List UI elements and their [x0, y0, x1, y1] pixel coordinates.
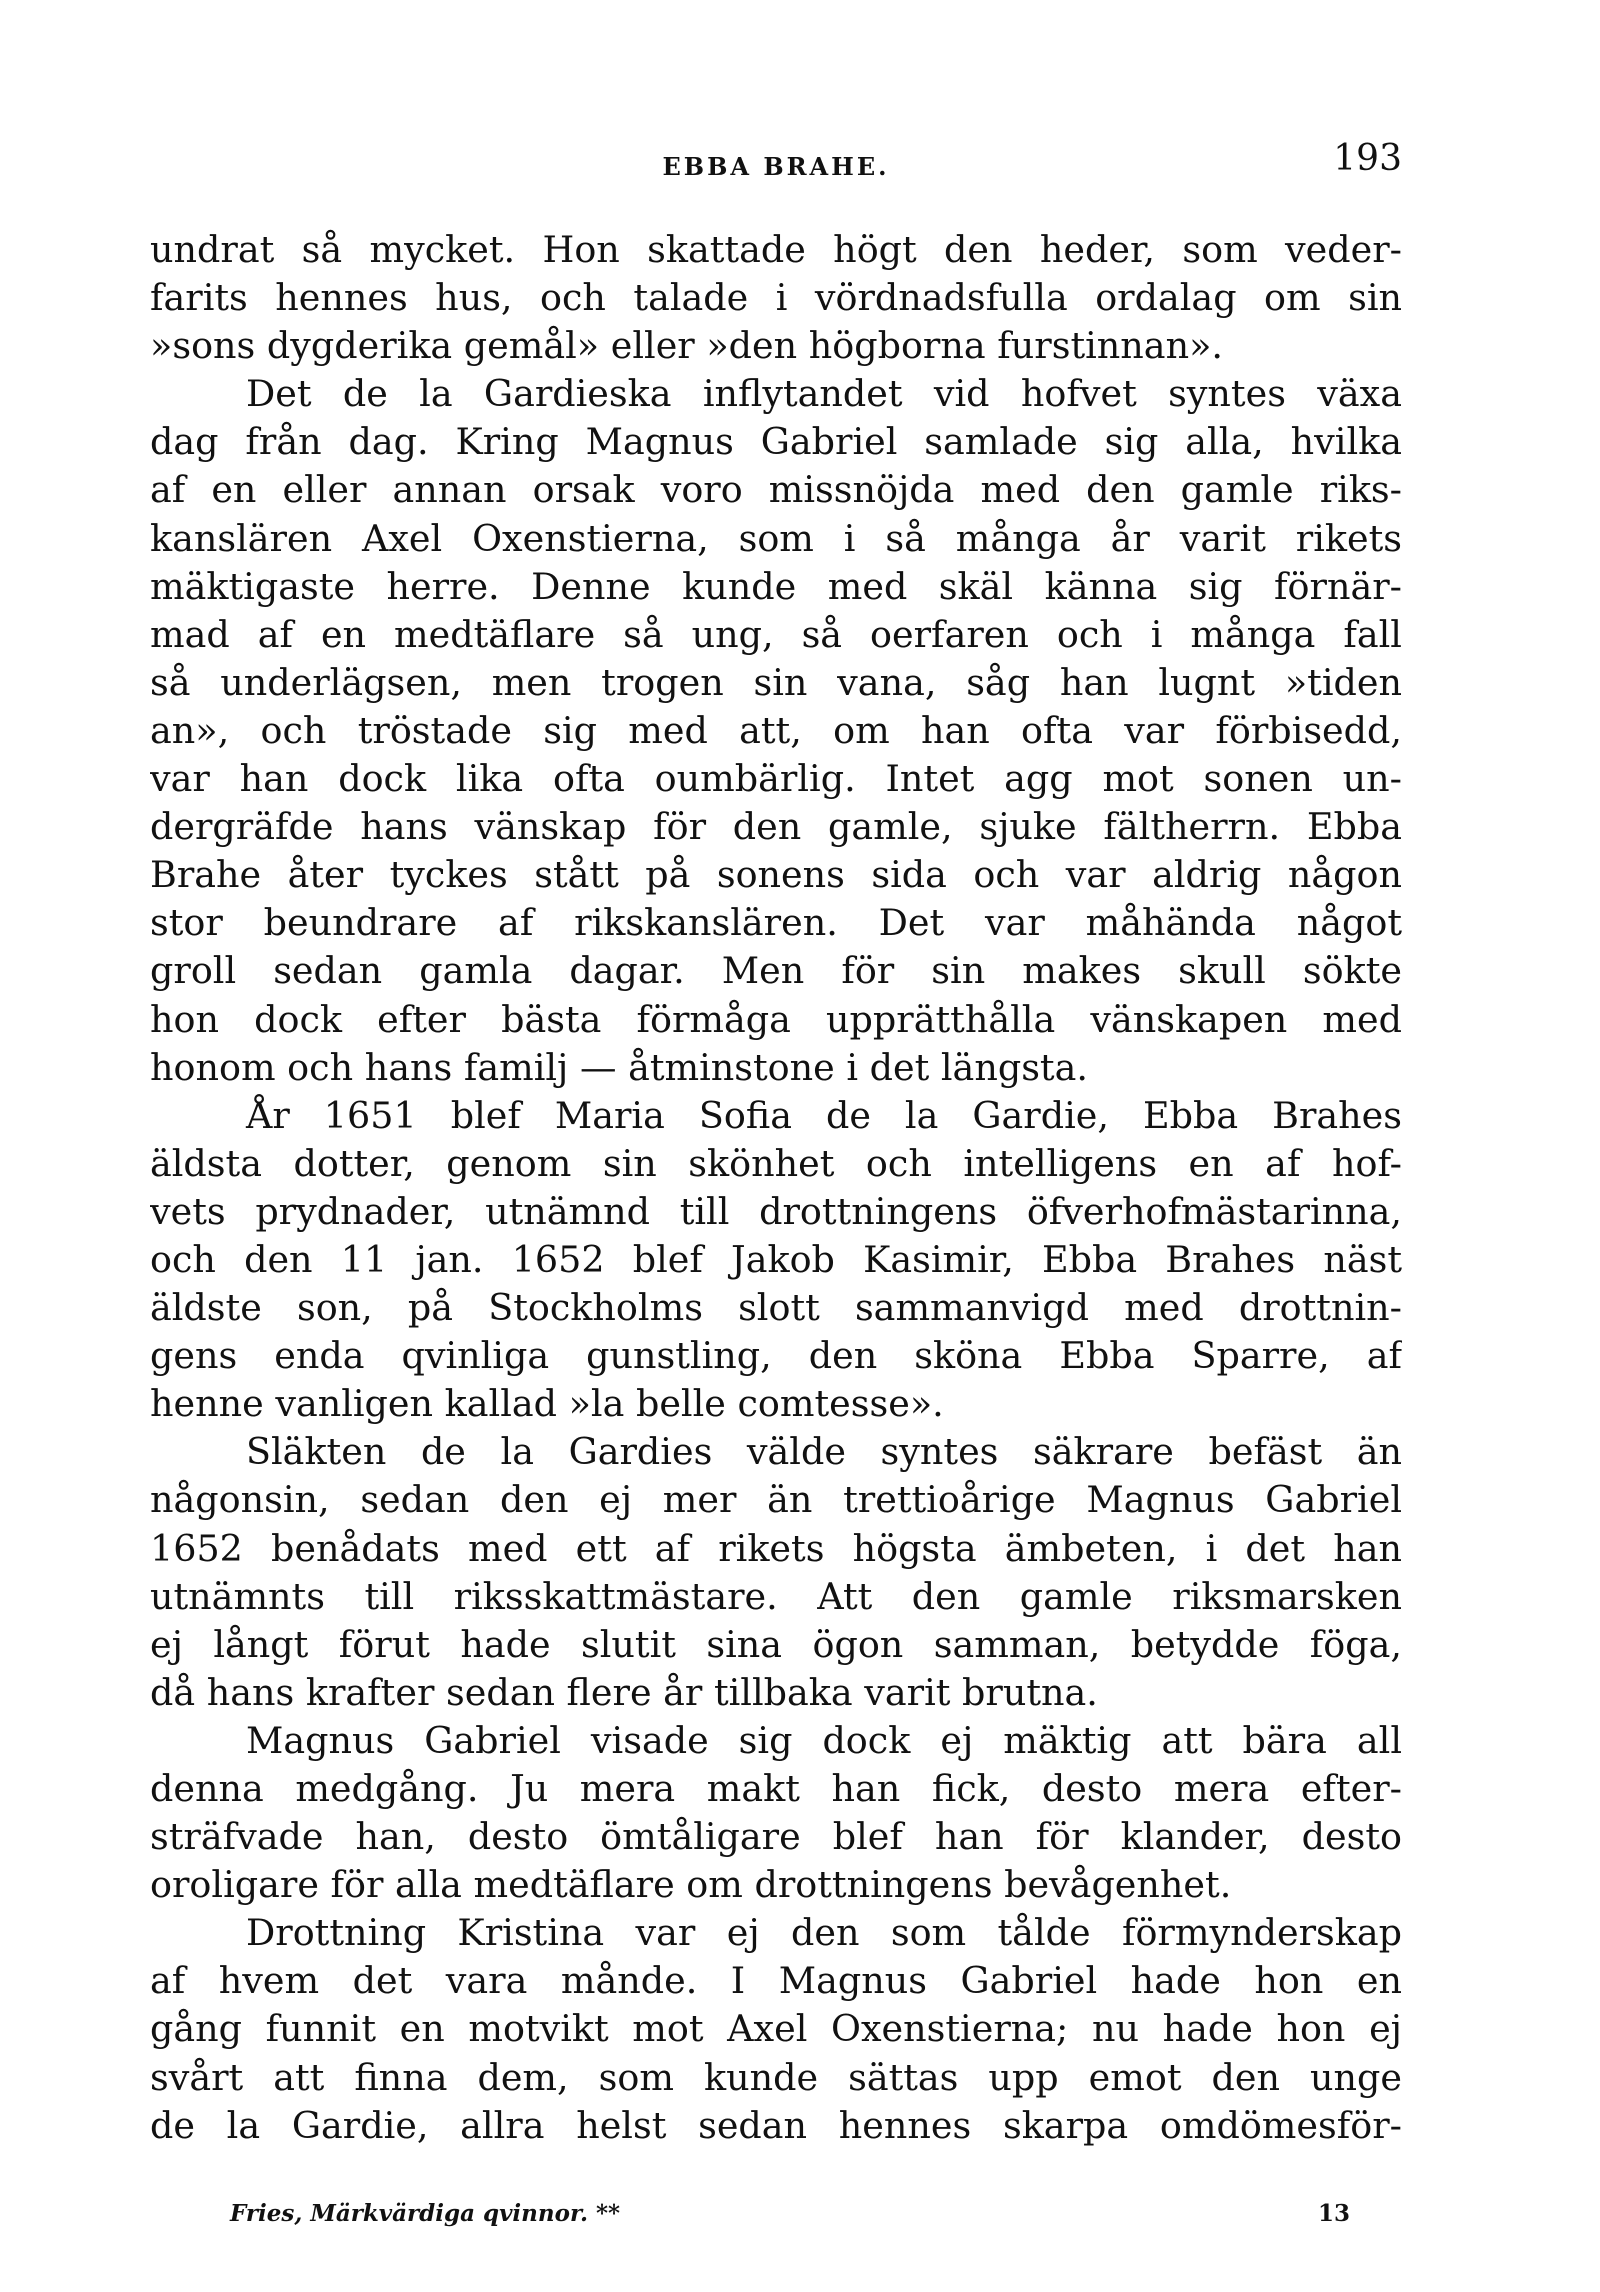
body-text: [150, 226, 1402, 2150]
text-line: äldste son, på Stockholms slott sammanvigd med drottnin-: [150, 1286, 1402, 1330]
paragraph: [150, 1092, 1402, 1429]
text-line: hon dock efter bästa förmåga upprätthålla vänskapen med: [150, 997, 1402, 1041]
text-line: kanslären Axel Oxenstierna, som i så många år varit rikets: [150, 516, 1402, 560]
paragraph: [150, 1428, 1402, 1717]
text-line: farits hennes hus, och talade i vördnadsfulla ordalag om sin: [150, 276, 1402, 320]
text-line: mäktigaste herre. Denne kunde med skäl känna sig förnär-: [150, 564, 1402, 608]
text-line: ej långt förut hade slutit sina ögon samman, betydde föga,: [150, 1622, 1402, 1666]
page-number: 193: [1333, 138, 1402, 179]
text-line: an», och tröstade sig med att, om han ofta var förbisedd,: [150, 708, 1402, 752]
text-line: groll sedan gamla dagar. Men för sin makes skull sökte: [150, 949, 1402, 993]
text-line: utnämnts till riksskattmästare. Att den gamle riksmarsken: [150, 1574, 1402, 1618]
text-line: honom och hans familj — åtminstone i det längsta.: [150, 1045, 1088, 1089]
footer-signature: Fries, Märkvärdiga qvinnor. **: [230, 2200, 621, 2227]
text-line: svårt att finna dem, som kunde sättas upp emot den unge: [150, 2055, 1402, 2099]
running-title: EBBA BRAHE.: [662, 152, 890, 181]
text-line: År 1651 blef Maria Sofia de la Gardie, Ebba Brahes: [246, 1093, 1402, 1137]
text-line: Det de la Gardieska inflytandet vid hofvet syntes växa: [246, 372, 1402, 416]
text-line: mad af en medtäflare så ung, så oerfaren och i många fall: [150, 612, 1402, 656]
page-footer: [230, 2200, 1350, 2240]
paragraph: [150, 370, 1402, 1091]
text-line: undrat så mycket. Hon skattade högt den heder, som veder-: [150, 228, 1402, 271]
text-line: »sons dygderika gemål» eller »den högborna furstinnan».: [150, 324, 1224, 368]
text-line: vets prydnader, utnämnd till drottningens öfverhofmästarinna,: [150, 1189, 1402, 1233]
text-line: dergräfde hans vänskap för den gamle, sjuke fältherrn. Ebba: [150, 805, 1402, 849]
text-line: och den 11 jan. 1652 blef Jakob Kasimir, Ebba Brahes näst: [150, 1237, 1402, 1281]
paragraph: [150, 1909, 1402, 2149]
text-line: denna medgång. Ju mera makt han fick, desto mera efter-: [150, 1767, 1402, 1810]
text-line: äldsta dotter, genom sin skönhet och intelligens en af hof-: [150, 1141, 1402, 1185]
text-line: gång funnit en motvikt mot Axel Oxenstierna; nu hade hon ej: [150, 2007, 1402, 2051]
text-line: Släkten de la Gardies välde syntes säkrare befäst än: [246, 1430, 1402, 1474]
text-line: så underlägsen, men trogen sin vana, såg han lugnt »tiden: [150, 660, 1402, 704]
footer-sheet-number: 13: [1317, 2200, 1350, 2227]
text-line: dag från dag. Kring Magnus Gabriel samlade sig alla, hvilka: [150, 420, 1402, 464]
text-line: henne vanligen kallad »la belle comtesse».: [150, 1382, 944, 1426]
text-line: Brahe åter tyckes stått på sonens sida och var aldrig någon: [150, 853, 1402, 897]
text-line: sträfvade han, desto ömtåligare blef han för klander, desto: [150, 1815, 1402, 1859]
text-line: gens enda qvinliga gunstling, den sköna Ebba Sparre, af: [150, 1334, 1402, 1378]
text-line: oroligare för alla medtäflare om drottningens bevågenhet.: [150, 1863, 1232, 1907]
running-head: [150, 138, 1402, 188]
text-line: då hans krafter sedan flere år tillbaka varit brutna.: [150, 1670, 1098, 1714]
text-line: någonsin, sedan den ej mer än trettioårige Magnus Gabriel: [150, 1478, 1402, 1522]
text-line: 1652 benådats med ett af rikets högsta ämbeten, i det han: [150, 1526, 1402, 1570]
paragraph: [150, 226, 1402, 370]
paragraph: [150, 1717, 1402, 1909]
text-line: af en eller annan orsak voro missnöjda med den gamle riks-: [150, 468, 1402, 512]
text-line: af hvem det vara månde. I Magnus Gabriel hade hon en: [150, 1959, 1402, 2003]
text-line: Magnus Gabriel visade sig dock ej mäktig att bära all: [246, 1718, 1402, 1762]
text-line: var han dock lika ofta oumbärlig. Intet agg mot sonen un-: [150, 757, 1402, 801]
text-line: Drottning Kristina var ej den som tålde förmynderskap: [246, 1911, 1402, 1955]
text-line: stor beundrare af rikskanslären. Det var måhända något: [150, 901, 1402, 945]
text-line: de la Gardie, allra helst sedan hennes skarpa omdömesför-: [150, 2103, 1402, 2147]
